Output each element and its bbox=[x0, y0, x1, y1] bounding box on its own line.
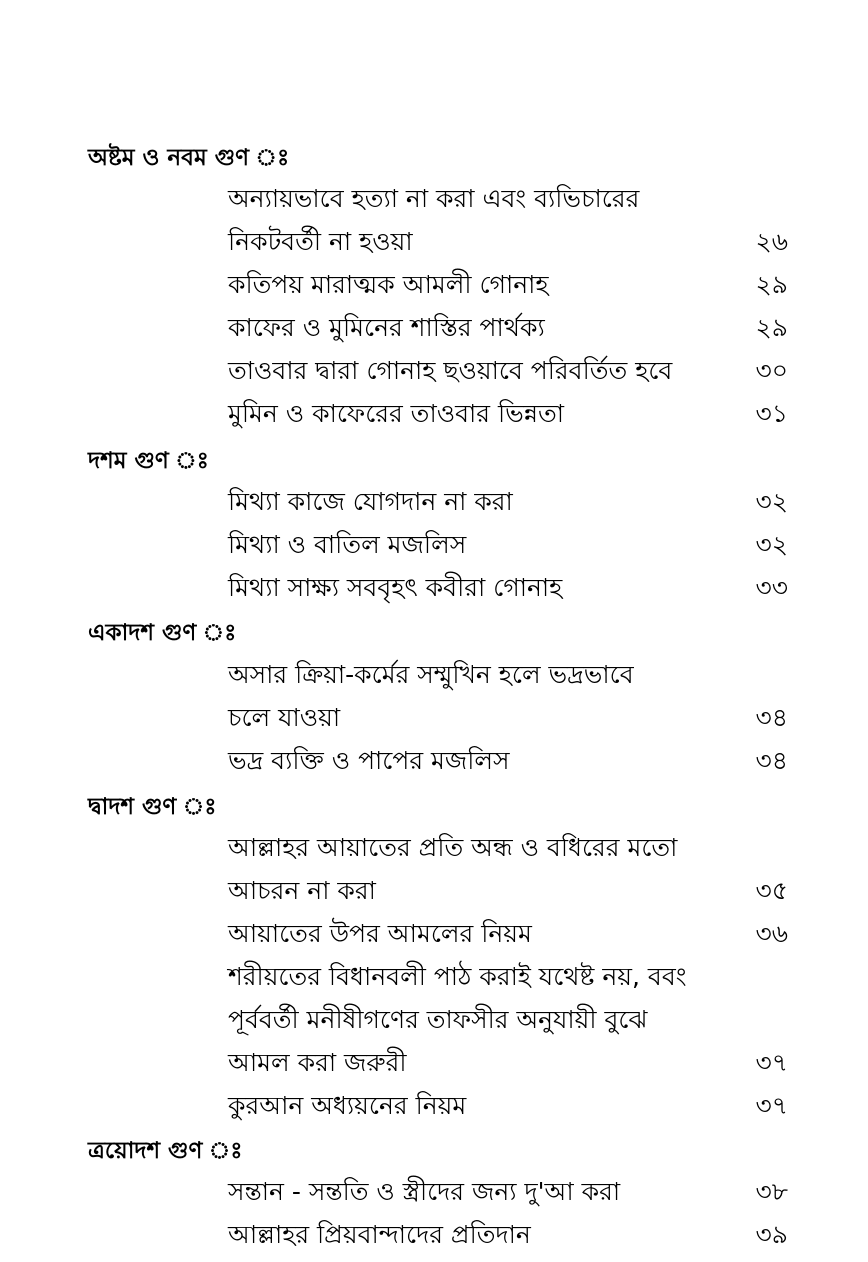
entry-text: পূর্ববর্তী মনীষীগণের তাফসীর অনুযায়ী বুঝে bbox=[228, 1005, 648, 1034]
entry-text: কতিপয় মারাত্মক আমলী গোনাহ bbox=[228, 270, 549, 299]
entry-page-number: ২৬ bbox=[755, 227, 788, 256]
section-heading: দশম গুণ ঃ bbox=[88, 448, 209, 474]
entry-text: সন্তান - সন্ততি ও স্ত্রীদের জন্য দু'আ করা bbox=[228, 1177, 621, 1206]
entry-text: কাফের ও মুমিনের শাস্তির পার্থক্য bbox=[228, 313, 545, 342]
entry-text: কুরআন অধ্যয়নের নিয়ম bbox=[228, 1091, 467, 1120]
entry-text: চলে যাওয়া bbox=[228, 703, 341, 732]
entry-page-number: ৩১ bbox=[755, 399, 788, 428]
section-heading: একাদশ গুণ ঃ bbox=[88, 620, 237, 646]
entry-text: তাওবার দ্বারা গোনাহ ছওয়াবে পরিবর্তিত হবে bbox=[228, 356, 673, 385]
entry-page-number: ৩৪ bbox=[755, 746, 788, 775]
entry-text: অসার ক্রিয়া-কর্মের সম্মুখিন হলে ভদ্রভাবে bbox=[228, 660, 634, 689]
entry-text: মিথ্যা ও বাতিল মজলিস bbox=[228, 530, 467, 559]
entry-page-number: ৩৫ bbox=[755, 876, 788, 905]
entry-page-number: ৩৩ bbox=[755, 573, 788, 602]
entry-page-number: ২৯ bbox=[755, 313, 788, 342]
entry-text: ভদ্র ব্যক্তি ও পাপের মজলিস bbox=[228, 746, 510, 775]
entry-text: আল্লাহর আয়াতের প্রতি অন্ধ ও বধিরের মতো bbox=[228, 833, 678, 862]
entry-text: আমল করা জরুরী bbox=[228, 1048, 407, 1077]
entry-text: মিথ্যা সাক্ষ্য সববৃহৎ কবীরা গোনাহ bbox=[228, 573, 563, 602]
entry-text: শরীয়তের বিধানবলী পাঠ করাই যথেষ্ট নয়, ববং bbox=[228, 962, 687, 991]
entry-page-number: ৩৪ bbox=[755, 703, 788, 732]
entry-page-number: ৩৭ bbox=[755, 1048, 788, 1077]
entry-page-number: ২৯ bbox=[755, 270, 788, 299]
section-heading: দ্বাদশ গুণ ঃ bbox=[88, 794, 217, 820]
entry-page-number: ৩৯ bbox=[755, 1220, 788, 1249]
entry-text: আচরন না করা bbox=[228, 876, 376, 905]
entry-text: মুমিন ও কাফেরের তাওবার ভিন্নতা bbox=[228, 399, 565, 428]
entry-text: অন্যায়ভাবে হত্যা না করা এবং ব্যভিচারের bbox=[228, 184, 640, 213]
section-heading: অষ্টম ও নবম গুণ ঃ bbox=[88, 145, 290, 171]
entry-page-number: ৩৬ bbox=[755, 919, 788, 948]
section-heading: ত্রয়োদশ গুণ ঃ bbox=[88, 1138, 243, 1164]
entry-page-number: ৩৭ bbox=[755, 1091, 788, 1120]
entry-page-number: ৩২ bbox=[755, 487, 788, 516]
entry-page-number: ৩২ bbox=[755, 530, 788, 559]
entry-text: আল্লাহর প্রিয়বান্দাদের প্রতিদান bbox=[228, 1220, 531, 1249]
entry-text: মিথ্যা কাজে যোগদান না করা bbox=[228, 487, 513, 516]
entry-text: আয়াতের উপর আমলের নিয়ম bbox=[228, 919, 532, 948]
entry-page-number: ৩০ bbox=[755, 356, 788, 385]
entry-page-number: ৩৮ bbox=[755, 1177, 788, 1206]
entry-text: নিকটবর্তী না হওয়া bbox=[228, 227, 413, 256]
